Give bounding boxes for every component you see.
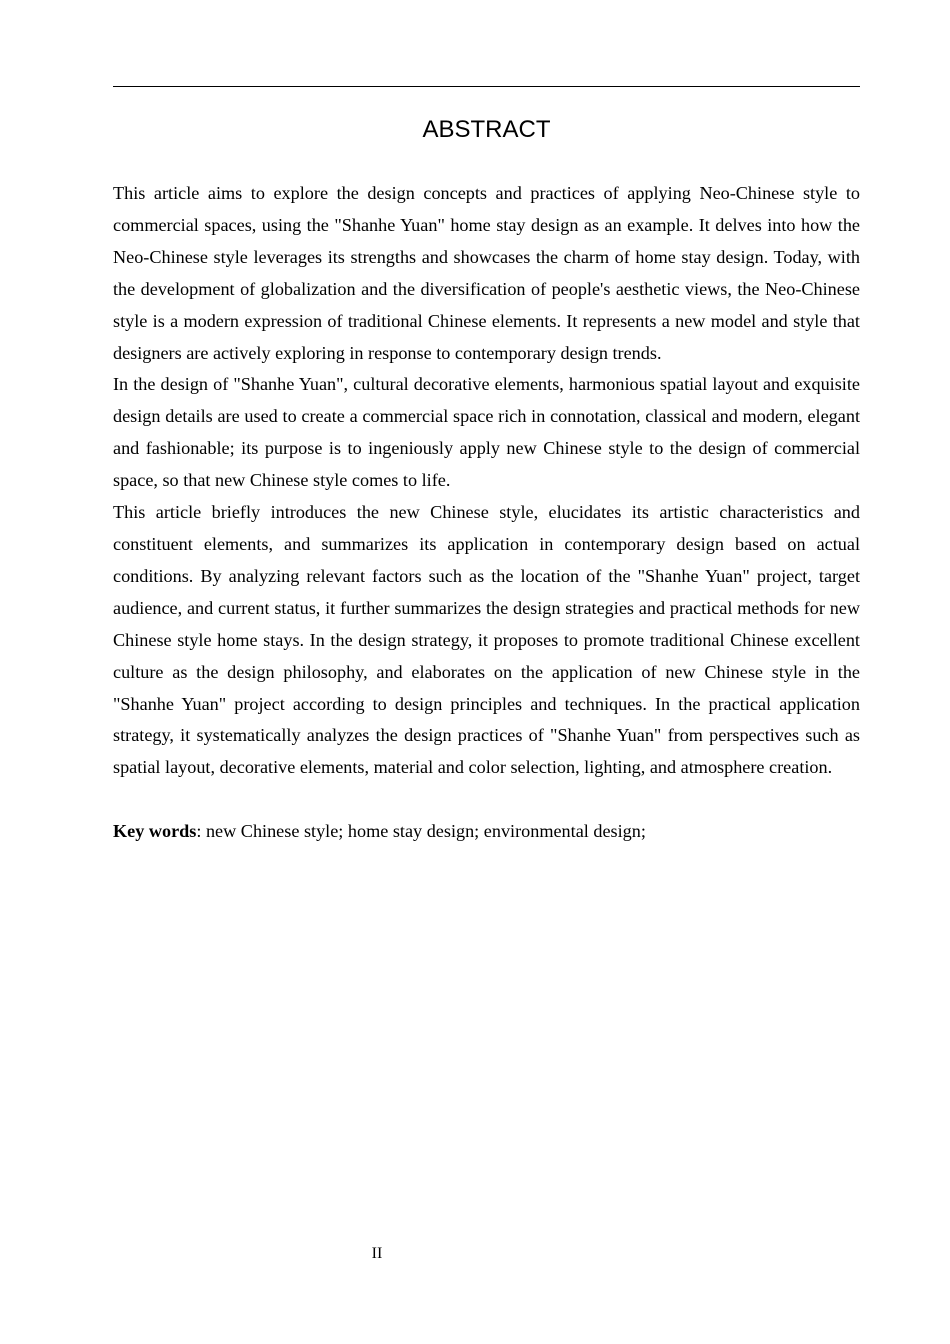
keywords-label: Key words	[113, 821, 197, 842]
keywords-line	[113, 816, 860, 848]
page-number: II	[371, 1245, 383, 1262]
abstract-title: ABSTRACT	[422, 116, 551, 143]
keywords-text: : new Chinese style; home stay design; environmental design;	[196, 821, 646, 842]
abstract-body	[113, 178, 860, 848]
abstract-paragraph-2: In the design of "Shanhe Yuan", cultural decorative elements, harmonious spatial layout and exquisite design details are used to create a commercial space rich in connotation, classical and modern, elegant and fashionable; its purpose is to ingeniously apply new Chinese style to the design of commercial space, so that new Chinese style comes to life.	[113, 374, 860, 491]
abstract-paragraph-1: This article aims to explore the design concepts and practices of applying Neo-Chinese style to commercial spaces, using the "Shanhe Yuan" home stay design as an example. It delves into how the Neo-Chinese style leverages its strengths and showcases the charm of home stay design. Today, with the development of globalization and the diversification of people's aesthetic views, the Neo-Chinese style is a modern expression of traditional Chinese elements. It represents a new model and style that designers are actively exploring in response to contemporary design trends.	[113, 183, 860, 363]
abstract-paragraph-3: This article briefly introduces the new Chinese style, elucidates its artistic characteristics and constituent elements, and summarizes its application in contemporary design based on actual conditions. By analyzing relevant factors such as the location of the "Shanhe Yuan" project, target audience, and current status, it further summarizes the design strategies and practical methods for new Chinese style home stays. In the design strategy, it proposes to promote traditional Chinese excellent culture as the design philosophy, and elaborates on the application of new Chinese style in the "Shanhe Yuan" project according to design principles and techniques. In the practical application strategy, it systematically analyzes the design practices of "Shanhe Yuan" from perspectives such as spatial layout, decorative elements, material and color selection, lighting, and atmosphere creation.	[113, 502, 860, 778]
header-rule	[113, 86, 860, 87]
